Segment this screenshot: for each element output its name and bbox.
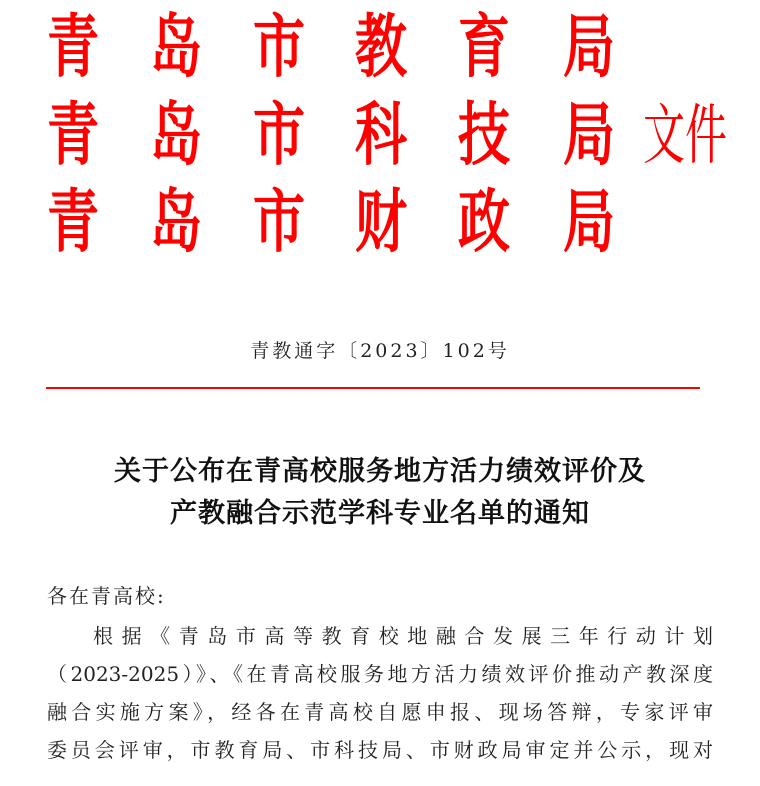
header-char: 岛 (150, 7, 203, 88)
header-char: 市 (253, 7, 306, 88)
document-title-line-2: 产教融合示范学科专业名单的通知 (170, 498, 590, 529)
header-row-science-bureau (0, 95, 760, 176)
header-char: 市 (253, 95, 306, 176)
body-line: （2023-2025）》、《在青高校服务地方活力绩效评价推动产教深度 (47, 662, 713, 686)
salutation: 各在青高校: (47, 584, 166, 608)
header-char: 育 (458, 7, 511, 88)
header-char: 青 (47, 182, 100, 263)
body-line: 融合实施方案》，经各在青高校自愿申报、现场答辩，专家评审 (47, 700, 713, 724)
header-char: 财 (355, 182, 408, 263)
header-char: 青 (47, 7, 100, 88)
header-char: 局 (563, 182, 616, 263)
header-char: 青 (47, 95, 100, 176)
header-char: 政 (458, 182, 511, 263)
header-char: 市 (253, 182, 306, 263)
header-char: 岛 (150, 182, 203, 263)
document-title-line-1: 关于公布在青高校服务地方活力绩效评价及 (114, 456, 646, 487)
header-char: 科 (355, 95, 408, 176)
header-row-finance-bureau (0, 182, 760, 263)
document-number: 青教通字〔2023〕102号 (250, 340, 510, 362)
header-char: 教 (355, 7, 408, 88)
header-char: 岛 (150, 95, 203, 176)
body-line: 根据《青岛市高等教育校地融合发展三年行动计划 (93, 624, 713, 648)
header-char: 局 (563, 95, 616, 176)
red-divider-line (46, 387, 700, 389)
header-row-education-bureau (0, 7, 760, 88)
header-char: 局 (563, 7, 616, 88)
body-line: 委员会评审，市教育局、市科技局、市财政局审定并公示，现对 (47, 738, 713, 762)
header-document-suffix: 文件 (643, 97, 728, 174)
header-char: 技 (458, 95, 511, 176)
